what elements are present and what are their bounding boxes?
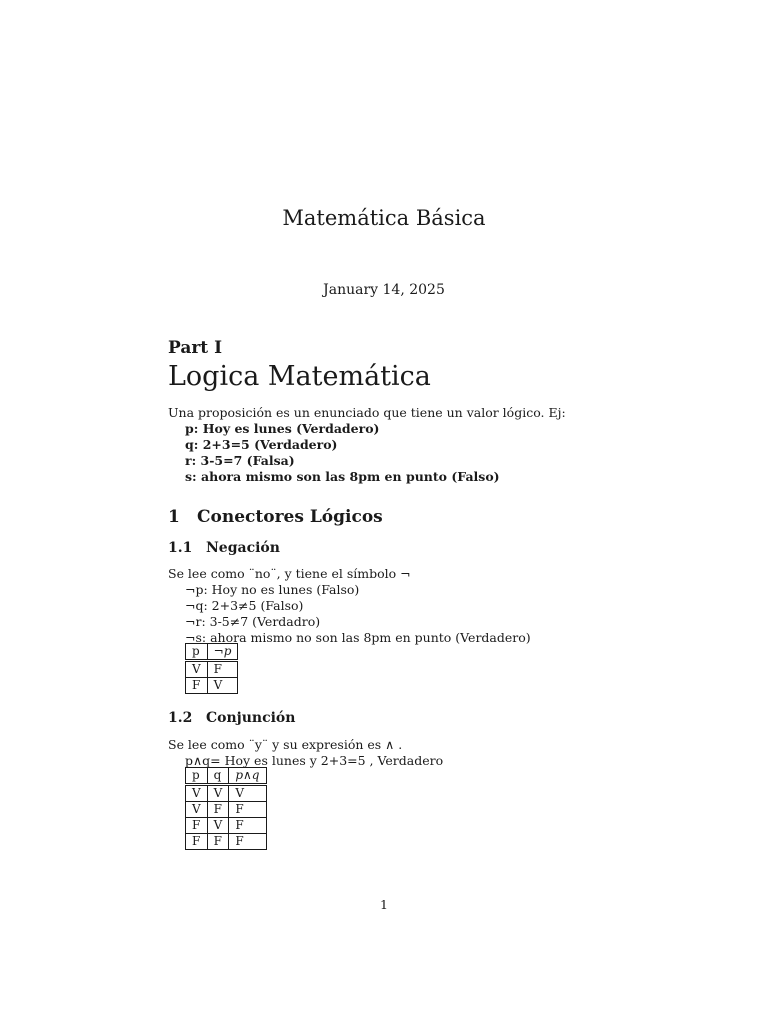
conjunction-truth-table [185,767,267,850]
example-q: q: 2+3=5 (Verdadero) [185,437,338,452]
table-cell: F [229,834,266,850]
subsection-heading-conjuncion [168,710,295,726]
table-header-row [186,644,238,661]
table-header-cell: p [186,644,208,661]
table-cell: V [186,661,208,678]
table-row [186,678,238,694]
negation-example-s: ¬s: ahora mismo no son las 8pm en punto (Verdadero) [185,630,531,645]
table-row [186,785,267,802]
table-cell: F [186,818,208,834]
table-cell: V [186,785,208,802]
conjunction-intro: Se lee como ¨y¨ y su expresión es ∧ . [168,737,403,752]
part-label: Part I [168,338,223,358]
table-header-cell: ¬p [207,644,238,661]
conjunction-example: p∧q= Hoy es lunes y 2+3=5 , Verdadero [185,753,444,768]
section-title: Conectores Lógicos [197,507,383,527]
negation-example-p: ¬p: Hoy no es lunes (Falso) [185,582,360,597]
table-row [186,661,238,678]
page-number: 1 [380,897,388,912]
table-cell: V [207,678,238,694]
table-cell: F [207,661,238,678]
negation-example-q: ¬q: 2+3≠5 (Falso) [185,598,304,613]
subsection-title: Negación [206,540,280,556]
table-cell: F [229,818,266,834]
table-row [186,834,267,850]
part-title: Logica Matemática [168,361,431,392]
table-cell: V [229,785,266,802]
subsection-heading-negacion [168,540,280,556]
example-r: r: 3-5=7 (Falsa) [185,453,295,468]
negation-paragraph [168,566,588,646]
table-cell: V [186,802,208,818]
table-cell: F [207,834,229,850]
table-header-row [186,768,267,785]
table-cell: F [186,834,208,850]
table-cell: V [207,785,229,802]
example-s: s: ahora mismo son las 8pm en punto (Falso) [185,469,500,484]
table-header-cell: q [207,768,229,785]
negation-intro: Se lee como ¨no¨, y tiene el símbolo ¬ [168,566,411,581]
document-title: Matemática Básica [282,206,486,230]
negation-example-r: ¬r: 3-5≠7 (Verdadro) [185,614,321,629]
table-row [186,818,267,834]
example-p: p: Hoy es lunes (Verdadero) [185,421,380,436]
section-heading-conectores [168,507,383,527]
negation-truth-table [185,643,238,694]
table-cell: V [207,818,229,834]
table-row [186,802,267,818]
table-cell: F [229,802,266,818]
table-header-cell: p [186,768,208,785]
subsection-title: Conjunción [206,710,296,726]
table-cell: F [207,802,229,818]
table-cell: F [186,678,208,694]
intro-paragraph [168,405,588,485]
subsection-number: 1.1 [168,540,193,556]
section-number: 1 [168,507,180,527]
intro-text: Una proposición es un enunciado que tiene un valor lógico. Ej: [168,405,566,420]
document-date: January 14, 2025 [323,282,445,298]
conjunction-paragraph [168,737,588,769]
subsection-number: 1.2 [168,710,193,726]
table-header-cell: p∧q [229,768,266,785]
